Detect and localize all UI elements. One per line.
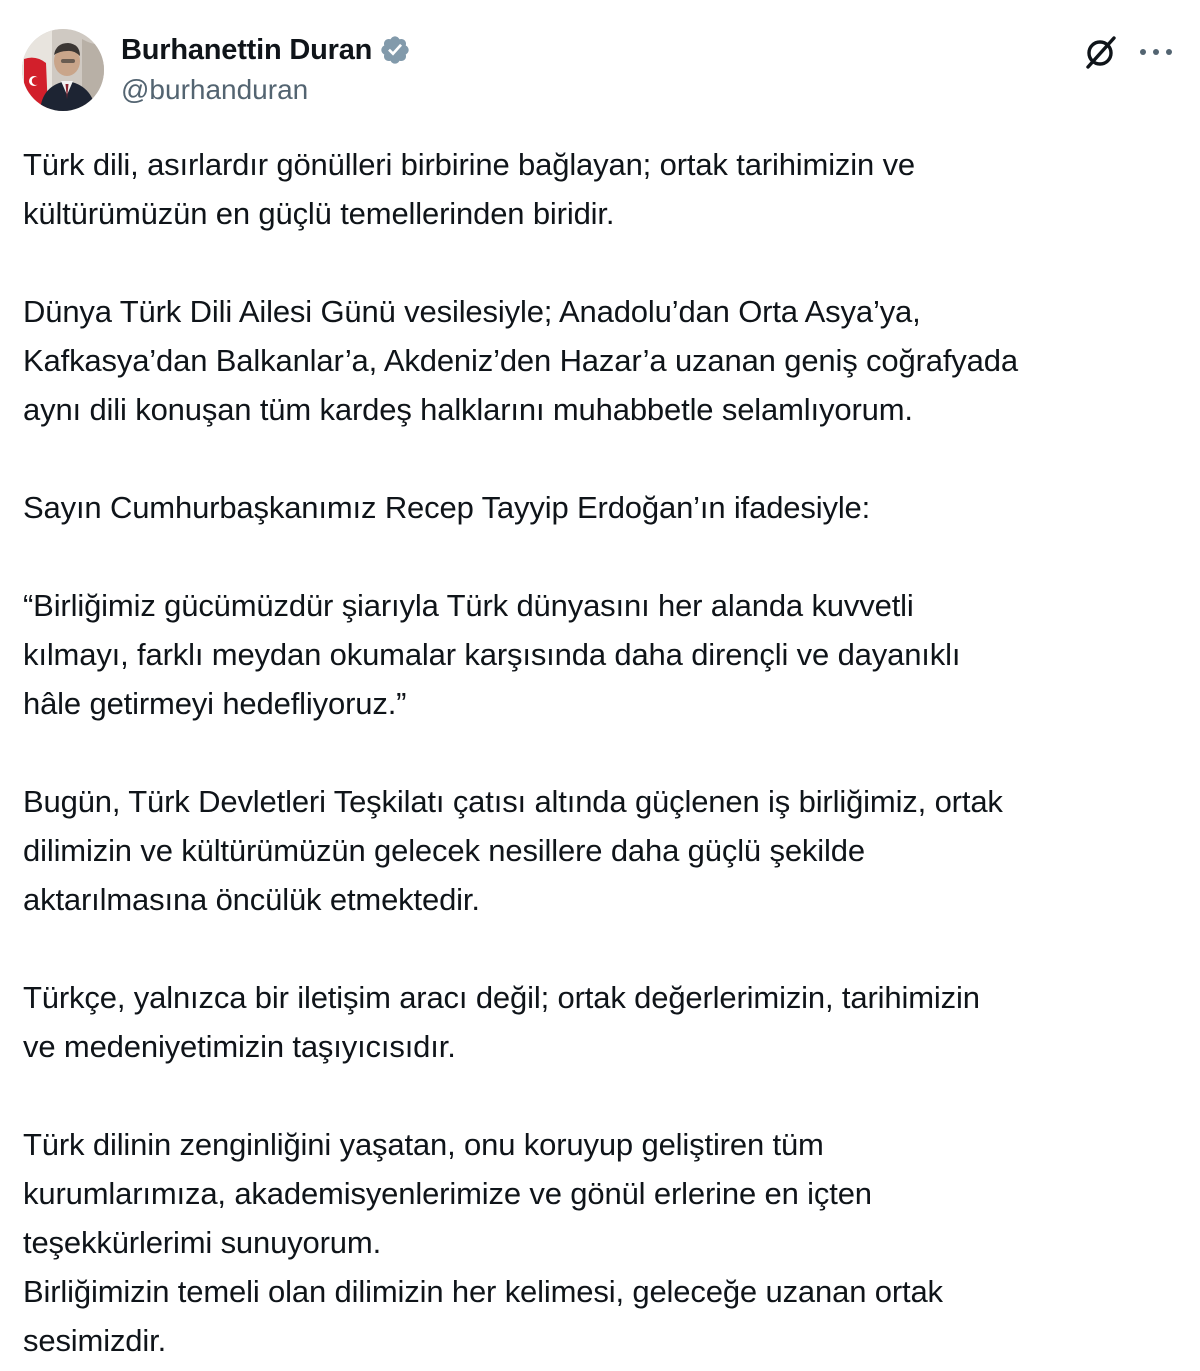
text-line: Kafkasya’dan Balkanlar’a, Akdeniz’den Hazar’a uzanan geniş coğrafyada [23,343,1018,378]
post-paragraph-1 [23,140,1183,238]
author-handle[interactable]: @burhanduran [121,74,309,105]
post-paragraph-6 [23,973,1183,1071]
grok-icon[interactable] [1083,34,1119,70]
text-line: Türk dili, asırlardır gönülleri birbirine bağlayan; ortak tarihimizin ve [23,147,916,182]
text-line: Bugün, Türk Devletleri Teşkilatı çatısı altında güçlenen iş birliğimiz, ortak [23,784,1003,819]
verified-badge-icon [379,34,411,66]
post-header [0,0,1200,130]
post-paragraph-5 [23,777,1183,924]
text-line: Dünya Türk Dili Ailesi Günü vesilesiyle; Anadolu’dan Orta Asya’ya, [23,294,921,329]
post-paragraph-2 [23,287,1183,434]
post-text [23,140,1183,1365]
text-line: kılmayı, farklı meydan okumalar karşısında daha dirençli ve dayanıklı [23,637,961,672]
text-line: aynı dili konuşan tüm kardeş halklarını muhabbetle selamlıyorum. [23,392,913,427]
text-line: hâle getirmeyi hedefliyoruz.” [23,686,407,721]
text-line: Sayın Cumhurbaşkanımız Recep Tayyip Erdoğan’ın ifadesiyle: [23,490,871,525]
text-line: Türk dilinin zenginliğini yaşatan, onu koruyup geliştiren tüm [23,1127,824,1162]
text-line: “Birliğimiz gücümüzdür şiarıyla Türk dünyasını her alanda kuvvetli [23,588,914,623]
text-line: sesimizdir. [23,1323,167,1358]
text-line: Türkçe, yalnızca bir iletişim aracı değil; ortak değerlerimizin, tarihimizin [23,980,980,1015]
post-paragraph-7 [23,1120,1183,1365]
text-line: teşekkürlerimi sunuyorum. [23,1225,382,1260]
text-line: dilimizin ve kültürümüzün gelecek nesillere daha güçlü şekilde [23,833,865,868]
avatar-photo [22,29,104,111]
author-name-row [121,30,411,70]
text-line: Birliğimizin temeli olan dilimizin her kelimesi, geleceğe uzanan ortak [23,1274,943,1309]
text-line: ve medeniyetimizin taşıyıcısıdır. [23,1029,456,1064]
post-paragraph-4 [23,581,1183,728]
text-line: aktarılmasına öncülük etmektedir. [23,882,480,917]
avatar[interactable] [22,29,104,111]
author-display-name[interactable]: Burhanettin Duran [121,33,373,66]
text-line: kurumlarımıza, akademisyenlerimize ve gönül erlerine en içten [23,1176,872,1211]
text-line: kültürümüzün en güçlü temellerinden biridir. [23,196,615,231]
more-options-icon[interactable] [1138,38,1174,66]
post-paragraph-3 [23,483,1183,532]
